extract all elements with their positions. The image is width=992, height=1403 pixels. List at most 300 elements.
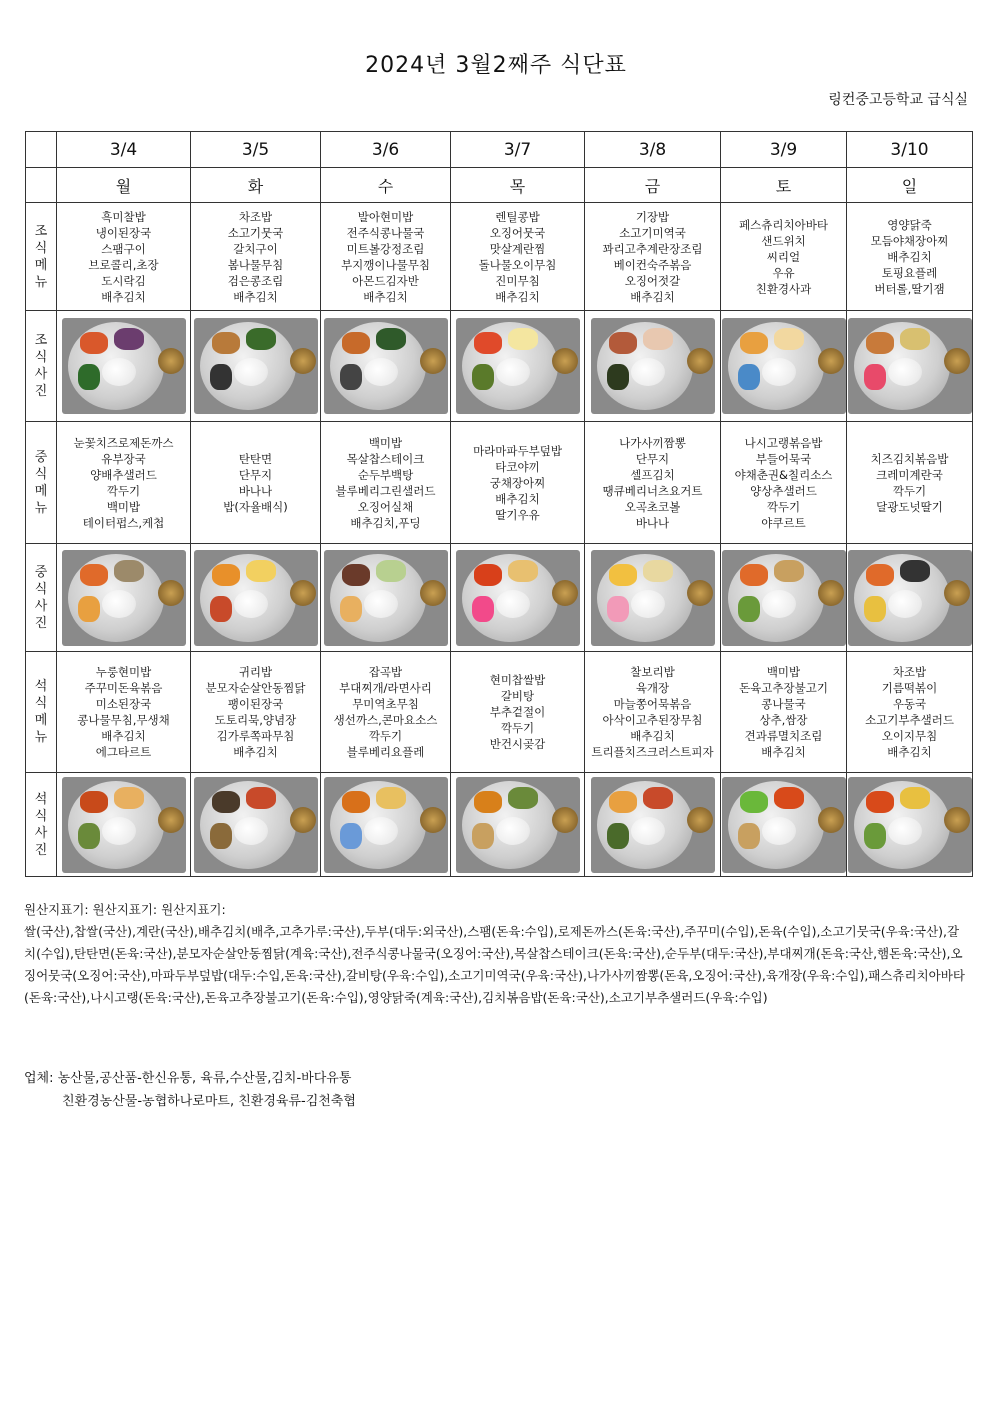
menu-item: 블루베리그린샐러드 <box>335 483 436 498</box>
soup-bowl <box>818 580 844 606</box>
menu-item: 배추김치 <box>630 289 675 304</box>
side-dish <box>210 364 232 390</box>
side-dish <box>472 823 494 849</box>
menu-item: 바나나 <box>238 483 273 498</box>
row-label <box>26 422 57 544</box>
lunch-photo-cell <box>191 544 321 652</box>
menu-item: 차조밥 <box>892 665 927 679</box>
soup-bowl <box>420 348 446 374</box>
weekday-header: 일 <box>847 168 973 203</box>
side-dish <box>80 332 108 354</box>
lunch-menu-cell <box>57 422 191 544</box>
side-dish <box>210 596 232 622</box>
side-dish <box>900 787 930 809</box>
side-dish <box>342 791 370 813</box>
origin-text: 쌀(국산),찹쌀(국산),계란(국산),배추김치(배추,고추가루:국산),두부(대두:외국산),스팸(돈육:수입),로제돈까스(돈육:국산),주꾸미(수입),돈육(수입),소고기뭇국(우육:국산),갈치(수입),탄탄면(돈육:국산),분모자순살안동찜닭(계육:국산),전주식콩나물국(오징어:국산),목살찹스테이크(돈육:국산),순두부(대두:국산),부대찌개(돈육:국산,햄돈육:국산),오징어뭇국(오징어:국산),마파두부덮밥(대두:수입,돈육:국산),갈비탕(우육:수입),소고기미역국(우육:국산),나가사끼짬뽕(돈육,오징어:국산),육개장(우육:수입),패스츄리치아바타(돈육:국산),나시고랭(돈육:국산),돈육고추장불고기(돈육:수입),영양닭죽(계육:국산),김치볶음밥(돈육:국산),소고기부추샐러드(우육:수입) <box>24 924 965 1005</box>
menu-item: 깍두기 <box>500 721 535 735</box>
rice-portion <box>364 358 398 386</box>
lunch-menu-cell <box>721 422 847 544</box>
rice-portion <box>888 817 922 845</box>
menu-item: 궁채장아찌 <box>489 475 546 490</box>
menu-item: 모듬야채장아찌 <box>870 233 949 248</box>
lunch-photo-cell <box>57 544 191 652</box>
menu-item: 오징어젓갈 <box>624 273 681 288</box>
menu-item: 야쿠르트 <box>761 515 806 530</box>
breakfast-menu-row <box>26 203 973 311</box>
lunch-photo-cell <box>721 544 847 652</box>
row-label <box>26 311 57 422</box>
menu-item: 목살찹스테이크 <box>346 451 425 466</box>
menu-item: 콩나물국 <box>761 697 806 711</box>
menu-item: 버터롤,딸기잼 <box>874 281 945 296</box>
menu-item: 현미찹쌀밥 <box>489 673 546 687</box>
menu-item: 나가사끼짬뽕 <box>619 435 686 450</box>
menu-item: 찰보리밥 <box>630 665 675 679</box>
menu-item: 도시락김 <box>101 273 146 288</box>
meal-photo <box>324 550 448 646</box>
menu-item: 견과류멸치조림 <box>744 729 823 743</box>
row-label-char: 석 <box>34 791 48 807</box>
side-dish <box>607 364 629 390</box>
side-dish <box>340 823 362 849</box>
soup-bowl <box>818 348 844 374</box>
meal-photo <box>456 550 580 646</box>
menu-item: 배추김치 <box>495 289 540 304</box>
row-label-char: 조 <box>34 223 48 239</box>
vendor-line-2: 친환경농산물-농협하나로마트, 친환경육류-김천축협 <box>62 1094 356 1109</box>
side-dish <box>474 564 502 586</box>
dinner-menu-cell <box>321 652 451 773</box>
row-label <box>26 652 57 773</box>
menu-item: 맛살계란찜 <box>489 241 546 256</box>
side-dish <box>212 791 240 813</box>
menu-item: 팽이된장국 <box>227 697 284 711</box>
row-label-char: 사 <box>34 825 48 841</box>
side-dish <box>508 787 538 809</box>
row-label-char: 사 <box>34 367 48 382</box>
meal-photo <box>848 777 972 873</box>
menu-item: 친환경사과 <box>755 281 812 296</box>
meal-photo <box>591 318 715 414</box>
menu-item: 귀리밥 <box>238 665 273 679</box>
breakfast-photo-cell <box>585 311 721 422</box>
soup-bowl <box>290 580 316 606</box>
soup-bowl <box>552 348 578 374</box>
row-label-char: 식 <box>34 240 48 256</box>
dinner-menu-cell <box>57 652 191 773</box>
menu-item: 단무지 <box>635 451 670 466</box>
breakfast-menu-cell <box>321 203 451 311</box>
menu-item: 도토리묵,양념장 <box>214 713 297 727</box>
menu-item: 배추김치 <box>363 289 408 304</box>
meal-photo <box>456 318 580 414</box>
menu-item: 딸기우유 <box>495 507 540 522</box>
menu-item: 차조밥 <box>238 209 273 224</box>
menu-item: 깍두기 <box>106 483 141 498</box>
menu-item: 에그타르트 <box>95 745 152 759</box>
menu-item: 스팸구이 <box>101 241 146 256</box>
side-dish <box>900 560 930 582</box>
menu-item: 치즈김치볶음밥 <box>870 451 949 466</box>
rice-portion <box>762 358 796 386</box>
row-label-char: 뉴 <box>34 274 48 290</box>
menu-item: 검은콩조림 <box>227 273 284 288</box>
breakfast-photo-cell <box>321 311 451 422</box>
menu-item: 기장밥 <box>635 209 670 224</box>
menu-item: 생선까스,콘마요소스 <box>333 713 438 727</box>
side-dish <box>376 560 406 582</box>
menu-item: 배추김치 <box>233 289 278 304</box>
corner-cell <box>26 132 57 168</box>
side-dish <box>376 328 406 350</box>
menu-item: 배추김치 <box>101 729 146 743</box>
menu-item: 눈꽃치즈로제돈까스 <box>73 435 174 450</box>
menu-item: 트리플치즈크러스트피자 <box>591 745 714 759</box>
rice-portion <box>102 358 136 386</box>
menu-item: 브로콜리,초장 <box>88 257 159 272</box>
date-row <box>26 132 973 168</box>
menu-item: 단무지 <box>238 467 273 482</box>
breakfast-menu-cell <box>57 203 191 311</box>
menu-item: 콩나물무침,무생채 <box>77 713 170 727</box>
side-dish <box>900 328 930 350</box>
menu-item: 무미역초무침 <box>352 697 419 711</box>
menu-item: 봄나물무침 <box>227 257 284 272</box>
side-dish <box>340 596 362 622</box>
dinner-menu-cell <box>721 652 847 773</box>
menu-item: 샌드위치 <box>761 233 806 248</box>
menu-item: 미소된장국 <box>95 697 152 711</box>
menu-table <box>25 131 973 877</box>
rice-portion <box>631 358 665 386</box>
soup-bowl <box>420 807 446 833</box>
menu-item: 소고기뭇국 <box>227 225 284 240</box>
soup-bowl <box>687 580 713 606</box>
menu-item: 깍두기 <box>892 483 927 498</box>
menu-item: 크레미계란국 <box>876 467 943 482</box>
soup-bowl <box>944 807 970 833</box>
meal-photo <box>591 777 715 873</box>
soup-bowl <box>687 348 713 374</box>
menu-item: 마늘쫑어묵볶음 <box>613 697 692 711</box>
side-dish <box>607 596 629 622</box>
lunch-menu-cell <box>191 422 321 544</box>
side-dish <box>78 596 100 622</box>
menu-item: 백미밥 <box>368 435 403 450</box>
meal-photo <box>591 550 715 646</box>
menu-item: 전주식콩나물국 <box>346 225 425 240</box>
rice-portion <box>496 817 530 845</box>
menu-item: 부추겉절이 <box>489 705 546 719</box>
menu-item: 페스츄리치아바타 <box>739 217 828 232</box>
row-label-char: 석 <box>34 679 48 694</box>
lunch-photo-cell <box>451 544 585 652</box>
side-dish <box>864 823 886 849</box>
lunch-menu-cell <box>451 422 585 544</box>
weekday-header: 금 <box>585 168 721 203</box>
menu-item: 오이지무침 <box>881 729 938 743</box>
menu-item: 베이컨숙주볶음 <box>613 257 692 272</box>
menu-item: 탄탄면 <box>238 451 273 466</box>
side-dish <box>774 560 804 582</box>
menu-item: 아몬드김자반 <box>352 273 419 288</box>
weekday-header: 화 <box>191 168 321 203</box>
side-dish <box>114 560 144 582</box>
breakfast-menu-cell <box>191 203 321 311</box>
menu-item: 배추김치 <box>887 249 932 264</box>
rice-portion <box>234 817 268 845</box>
menu-item: 바나나 <box>635 515 670 530</box>
side-dish <box>864 364 886 390</box>
side-dish <box>80 791 108 813</box>
dinner-photo-cell <box>451 773 585 877</box>
weekday-header: 수 <box>321 168 451 203</box>
soup-bowl <box>158 348 184 374</box>
menu-item: 테이터펍스,케첩 <box>82 515 165 530</box>
rice-portion <box>762 817 796 845</box>
side-dish <box>246 560 276 582</box>
breakfast-menu-cell <box>847 203 973 311</box>
weekday-row <box>26 168 973 203</box>
menu-item: 갈치구이 <box>233 241 278 256</box>
menu-item: 기름떡볶이 <box>881 681 938 695</box>
side-dish <box>210 823 232 849</box>
row-label-char: 식 <box>34 581 48 597</box>
menu-item: 양배추샐러드 <box>90 467 157 482</box>
side-dish <box>643 787 673 809</box>
rice-portion <box>631 817 665 845</box>
side-dish <box>114 328 144 350</box>
menu-item: 발아현미밥 <box>357 209 414 224</box>
row-label-char: 사 <box>34 598 48 614</box>
menu-item: 김가루쪽파무침 <box>216 729 295 743</box>
menu-item: 배추김치 <box>233 745 278 759</box>
menu-item: 배추김치 <box>495 491 540 506</box>
side-dish <box>80 564 108 586</box>
menu-item: 미트볼강정조림 <box>346 241 425 256</box>
soup-bowl <box>818 807 844 833</box>
rice-portion <box>888 358 922 386</box>
menu-item: 주꾸미돈육볶음 <box>84 681 163 695</box>
side-dish <box>508 560 538 582</box>
date-header: 3/9 <box>721 132 847 168</box>
origin-header: 원산지표기: 원산지표기: 원산지표기: <box>24 902 226 917</box>
side-dish <box>607 823 629 849</box>
rice-portion <box>102 817 136 845</box>
menu-item: 씨리얼 <box>766 249 801 264</box>
meal-photo <box>456 777 580 873</box>
menu-item: 양상추샐러드 <box>750 483 817 498</box>
menu-item: 오곡초코볼 <box>624 499 681 514</box>
breakfast-photo-cell <box>847 311 973 422</box>
menu-item: 유부장국 <box>101 451 146 466</box>
meal-photo <box>722 550 846 646</box>
menu-item: 배추김치 <box>887 745 932 759</box>
menu-item: 백미밥 <box>766 665 801 679</box>
row-label-char: 진 <box>34 842 48 858</box>
meal-photo <box>62 550 186 646</box>
row-label <box>26 544 57 652</box>
menu-item: 나시고랭볶음밥 <box>744 435 823 450</box>
breakfast-menu-cell <box>585 203 721 311</box>
dinner-photo-cell <box>57 773 191 877</box>
menu-item: 돌나물오이무침 <box>478 257 557 272</box>
menu-item: 분모자순살안동찜닭 <box>205 681 306 695</box>
lunch-menu-cell <box>321 422 451 544</box>
soup-bowl <box>944 348 970 374</box>
menu-item: 마라마파두부덮밥 <box>473 443 562 458</box>
soup-bowl <box>687 807 713 833</box>
side-dish <box>342 564 370 586</box>
breakfast-menu-cell <box>721 203 847 311</box>
menu-item: 배추김치 <box>630 729 675 743</box>
side-dish <box>738 596 760 622</box>
row-label-char: 조 <box>34 333 48 348</box>
dinner-photo-cell <box>191 773 321 877</box>
meal-photo <box>194 777 318 873</box>
menu-item: 반건시곶감 <box>489 737 546 751</box>
menu-item: 부대찌개/라면사리 <box>339 681 432 695</box>
side-dish <box>866 564 894 586</box>
menu-item: 순두부백탕 <box>357 467 414 482</box>
breakfast-photo-cell <box>721 311 847 422</box>
menu-item: 깍두기 <box>368 729 403 743</box>
side-dish <box>643 560 673 582</box>
row-label-char: 뉴 <box>34 500 48 516</box>
menu-item: 배추김치 <box>101 289 146 304</box>
menu-item: 깍두기 <box>766 499 801 514</box>
menu-item: 우동국 <box>892 697 927 711</box>
page-title: 2024년 3월2째주 식단표 <box>365 53 627 78</box>
lunch-photo-cell <box>585 544 721 652</box>
menu-item: 잡곡밥 <box>368 665 403 679</box>
side-dish <box>246 787 276 809</box>
dinner-menu-row <box>26 652 973 773</box>
side-dish <box>609 564 637 586</box>
lunch-photo-row <box>26 544 973 652</box>
menu-item: 우유 <box>772 265 795 280</box>
soup-bowl <box>290 807 316 833</box>
menu-item: 백미밥 <box>106 499 141 514</box>
menu-item: 아삭이고추된장무침 <box>602 713 703 727</box>
vendor-info <box>24 1067 356 1113</box>
corner-cell <box>26 168 57 203</box>
side-dish <box>114 787 144 809</box>
menu-item: 블루베리요플레 <box>346 745 425 759</box>
side-dish <box>78 364 100 390</box>
menu-item: 갈비탕 <box>500 689 535 703</box>
vendor-line-1: 업체: 농산물,공산품-한신유통, 육류,수산물,김치-바다유통 <box>24 1071 352 1086</box>
dinner-photo-cell <box>585 773 721 877</box>
menu-item: 소고기미역국 <box>619 225 686 240</box>
meal-photo <box>194 318 318 414</box>
side-dish <box>738 823 760 849</box>
breakfast-photo-cell <box>191 311 321 422</box>
dinner-photo-row <box>26 773 973 877</box>
rice-portion <box>496 358 530 386</box>
menu-item: 타코야끼 <box>495 459 540 474</box>
side-dish <box>609 791 637 813</box>
breakfast-photo-cell <box>57 311 191 422</box>
menu-item: 상추,쌈장 <box>759 713 808 727</box>
side-dish <box>246 328 276 350</box>
rice-portion <box>364 817 398 845</box>
date-header: 3/5 <box>191 132 321 168</box>
rice-portion <box>234 358 268 386</box>
row-label-char: 메 <box>34 483 48 499</box>
dinner-photo-cell <box>721 773 847 877</box>
side-dish <box>474 332 502 354</box>
rice-portion <box>102 590 136 618</box>
menu-item: 토핑요플레 <box>881 265 938 280</box>
meal-photo <box>62 318 186 414</box>
row-label <box>26 773 57 877</box>
menu-item: 부지깽이나물무침 <box>341 257 430 272</box>
soup-bowl <box>420 580 446 606</box>
row-label-char: 메 <box>34 713 48 728</box>
side-dish <box>212 564 240 586</box>
row-label-char: 식 <box>34 466 48 482</box>
row-label-char: 식 <box>34 696 48 711</box>
side-dish <box>864 596 886 622</box>
rice-portion <box>234 590 268 618</box>
lunch-photo-cell <box>321 544 451 652</box>
row-label <box>26 203 57 311</box>
soup-bowl <box>944 580 970 606</box>
side-dish <box>78 823 100 849</box>
side-dish <box>774 328 804 350</box>
date-header: 3/10 <box>847 132 973 168</box>
dinner-menu-cell <box>585 652 721 773</box>
rice-portion <box>888 590 922 618</box>
menu-item: 흑미찰밥 <box>101 209 146 224</box>
menu-item: 셀프김치 <box>630 467 675 482</box>
menu-item: 진미무침 <box>495 273 540 288</box>
menu-item: 오징어실채 <box>357 499 414 514</box>
side-dish <box>740 332 768 354</box>
menu-item: 야채춘권&칠리소스 <box>734 467 833 482</box>
row-label-char: 진 <box>34 384 48 399</box>
side-dish <box>774 787 804 809</box>
breakfast-photo-row <box>26 311 973 422</box>
soup-bowl <box>158 580 184 606</box>
meal-photo <box>324 318 448 414</box>
soup-bowl <box>552 580 578 606</box>
dinner-photo-cell <box>321 773 451 877</box>
dinner-menu-cell <box>191 652 321 773</box>
menu-item: 돈육고추장불고기 <box>739 681 828 695</box>
dinner-menu-cell <box>847 652 973 773</box>
row-label-char: 중 <box>34 449 48 465</box>
dinner-menu-cell <box>451 652 585 773</box>
side-dish <box>376 787 406 809</box>
rice-portion <box>364 590 398 618</box>
lunch-menu-cell <box>585 422 721 544</box>
menu-item: 부들어묵국 <box>755 451 812 466</box>
lunch-menu-cell <box>847 422 973 544</box>
weekday-header: 목 <box>451 168 585 203</box>
meal-photo <box>722 318 846 414</box>
origin-notes <box>24 899 969 1009</box>
weekday-header: 토 <box>721 168 847 203</box>
menu-item: 꽈리고추계란장조림 <box>602 241 703 256</box>
menu-item: 밥(자율배식) <box>223 499 288 514</box>
side-dish <box>472 596 494 622</box>
menu-item: 달광도넛딸기 <box>876 499 943 514</box>
meal-photo <box>722 777 846 873</box>
menu-item: 배추김치,푸딩 <box>350 515 421 530</box>
side-dish <box>740 564 768 586</box>
